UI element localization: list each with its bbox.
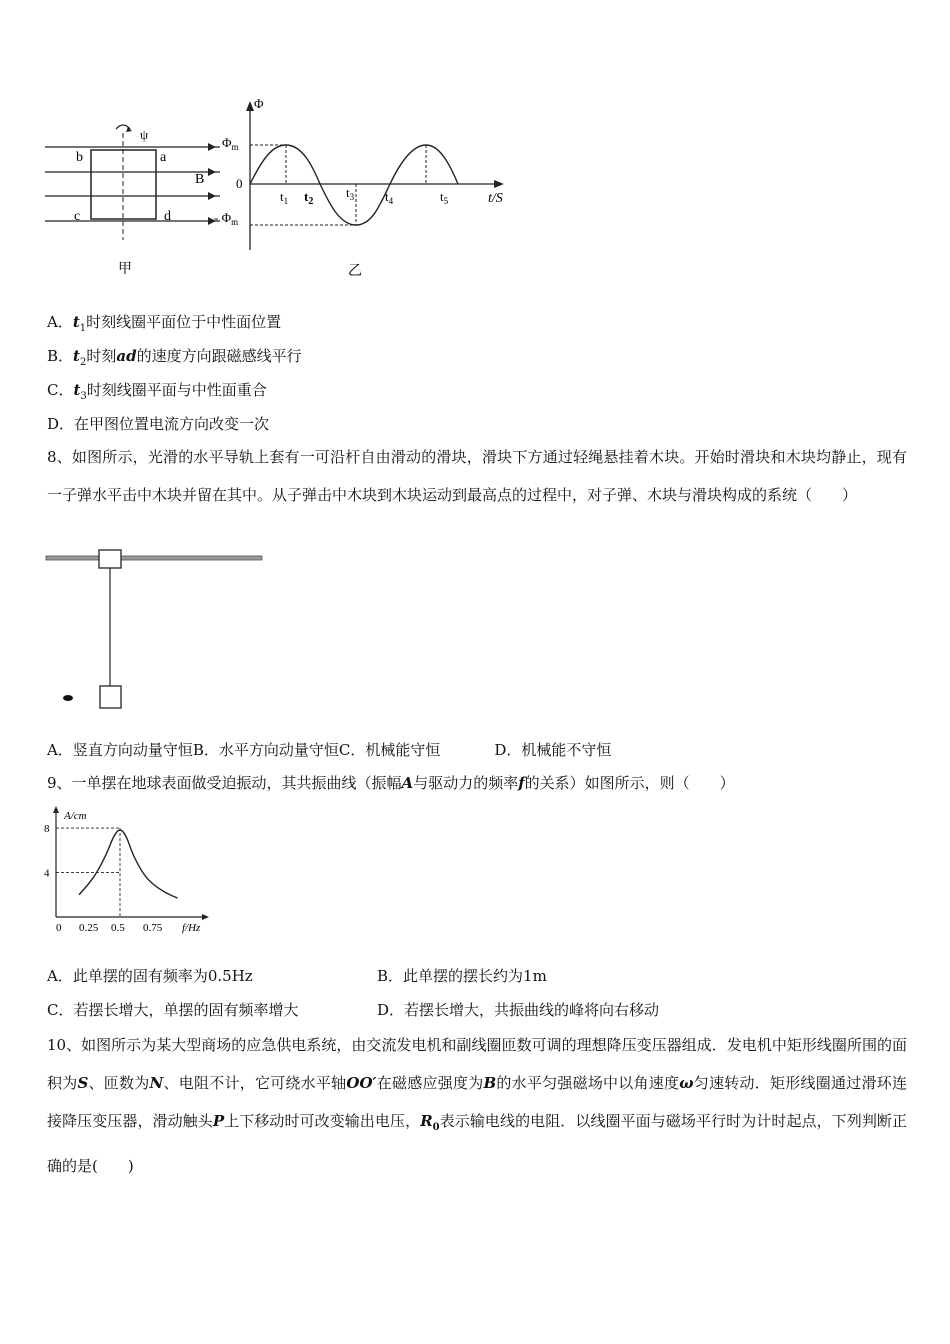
label-t4: $t_4$ [385, 189, 394, 206]
q8-question: 8、如图所示，光滑的水平导轨上套有一可沿杆自由滑动的滑块，滑块下方通过轻绳悬挂着木块。开始时滑块和木块均静止，现有一子弹水平击中木块并留在其中。从子弹击中木块到木块运动到最高点的过程中，对子弹、木块与滑块构成的系统（ ） [47, 448, 907, 504]
guide-rail [46, 556, 262, 560]
y-tick-label: 4 [44, 867, 50, 880]
q8-option-b: B．水平方向动量守恒 [192, 741, 339, 759]
flux-curve [250, 145, 458, 225]
q7-option-a: A．$t_1$时刻线圈平面位于中性面位置 [47, 313, 282, 334]
figure-slider-block [44, 548, 269, 718]
q10-question: 10、如图所示为某大型商场的应急供电系统，由交流发电机和副线圈匝数可调的理想降压变压器组成．发电机中矩形线圈所围的面积为S、匝数为N、电阻不计，它可绕水平轴OO′在磁感应强度为B的水平匀强磁场中以角速度ω匀速转动．矩形线圈通过滑环连接降压变压器，滑动触头P上下移动时可改变输出电压，$R_0$表示输电线的电阻．以线圈平面与磁场平行时为计时起点，下列判断正确的是( ) [47, 1036, 907, 1175]
label-neg-phi-m: - $\Phi_m$ [214, 210, 239, 227]
q7-option-b: B．$t_2$时刻ad的速度方向跟磁感线平行 [47, 347, 302, 368]
y-tick-label: 8 [44, 823, 50, 836]
label-t-axis: t/S [488, 191, 503, 206]
q9-option-a: A．此单摆的固有频率为0.5Hz [47, 967, 253, 985]
label-B-field: B [195, 172, 205, 187]
q8-option-d: D．机械能不守恒 [494, 741, 612, 759]
x-axis-arrow-icon [202, 914, 209, 920]
q7-option-c: C．$t_3$时刻线圈平面与中性面重合 [47, 381, 267, 402]
x-tick-label: 0 [56, 922, 62, 934]
q8-option-a: A．竖直方向动量守恒 [47, 741, 193, 759]
x-tick-label: 0.5 [111, 922, 125, 934]
slider [99, 550, 121, 568]
x-tick-label: 0.75 [143, 922, 163, 934]
x-tick-label: 0.25 [79, 922, 99, 934]
y-axis-label: A/cm [64, 810, 87, 822]
field-lines [45, 147, 220, 221]
resonance-chart [40, 805, 230, 935]
bullet [63, 695, 73, 701]
series-line [79, 830, 178, 898]
wood-block [100, 686, 121, 708]
label-psi: ψ [140, 127, 149, 142]
label-t3: $t_3$ [346, 185, 355, 202]
label-t5: $t_5$ [440, 189, 449, 206]
label-b: b [76, 150, 83, 165]
q7-option-d: D．在甲图位置电流方向改变一次 [47, 415, 270, 433]
q9-question: 9、一单摆在地球表面做受迫振动，其共振曲线（振幅A与驱动力的频率f的关系）如图所示，则（ ） [47, 774, 735, 792]
q9-option-c: C．若摆长增大，单摆的固有频率增大 [47, 1001, 299, 1019]
label-yi: 乙 [348, 264, 362, 279]
y-axis-arrow-icon [53, 806, 59, 813]
x-axis-label: f/Hz [182, 922, 201, 934]
q9-option-b: B．此单摆的摆长约为1m [377, 967, 547, 985]
label-jia: 甲 [118, 262, 132, 277]
q9-option-d: D．若摆长增大，共振曲线的峰将向右移动 [377, 1001, 660, 1019]
label-t2: $t_2$ [304, 189, 314, 207]
label-d: d [164, 209, 171, 224]
label-t1: $t_1$ [280, 189, 289, 206]
q8-options [47, 739, 611, 760]
q8-option-c: C．机械能守恒 [338, 741, 441, 759]
label-zero: 0 [236, 176, 243, 191]
label-a: a [160, 150, 167, 165]
label-phi-axis: Φ [254, 96, 264, 111]
figure-coil-flux [40, 95, 520, 285]
label-c: c [74, 209, 81, 224]
label-phi-m: $\Phi_m$ [222, 135, 239, 152]
